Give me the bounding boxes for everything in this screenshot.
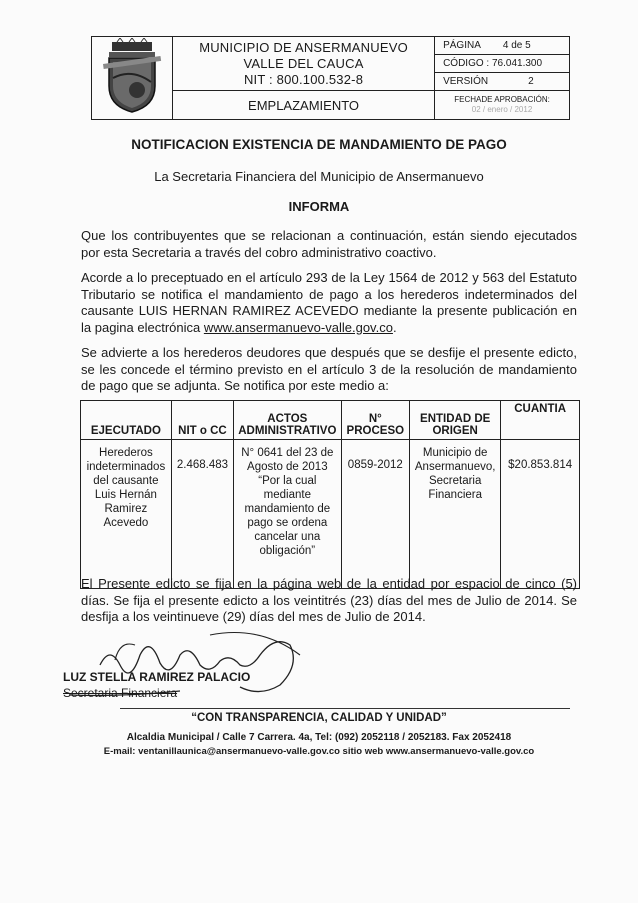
cell-actos: N° 0641 del 23 de Agosto de 2013 “Por la cual mediante mandamiento de pago se ordena cancelar una obligación” [234,440,341,589]
version-label: VERSIÓN [443,76,489,87]
municipal-seal [92,37,173,120]
approval-date-value: 02 / enero / 2012 [471,105,533,114]
col-header-cuantia: CUANTIA [501,401,580,440]
col-header-entidad: ENTIDAD DE ORIGEN [410,401,501,440]
table-row [81,440,580,589]
code-value: : 76.041.300 [486,58,543,69]
coat-of-arms-icon [97,38,167,114]
approval-date-cell [435,91,570,120]
version-value: 2 [528,76,534,87]
cell-proceso: 0859-2012 [341,440,410,589]
footer-contact: E-mail: ventanillaunica@ansermanuevo-valle.gov.co sitio web www.ansermanuevo-valle.gov.co [103,746,535,757]
page-number-cell [435,37,570,55]
code-label: CÓDIGO [443,58,484,69]
page-value: 4 de 5 [502,40,531,51]
footer-motto: “CON TRANSPARENCIA, CALIDAD Y UNIDAD” [191,712,447,724]
cell-ejecutado: Herederos indeterminados del causante Luis Hernán Ramirez Acevedo [81,440,172,589]
org-name: MUNICIPIO DE ANSERMANUEVO [199,39,408,55]
table-header-row [81,401,580,440]
version-cell [435,73,570,91]
paragraph-1: Que los contribuyentes que se relacionan a continuación, están siendo ejecutados por esta Secretaria a través del cobro administrativo coactivo. [81,228,577,260]
org-region: VALLE DEL CAUCA [243,55,364,71]
code-cell [435,55,570,73]
footer-divider [120,708,570,709]
section-title: EMPLAZAMIENTO [173,91,435,120]
col-header-proceso: N° PROCESO [341,401,410,440]
col-header-actos: ACTOS ADMINISTRATIVO [234,401,341,440]
paragraph-2 [81,270,577,336]
paragraph-4: El Presente edicto se fija en la página web de la entidad por espacio de cinco (5) días. Se fija el presente edicto a los veintitrés (23) días del mes de Julio de 2014. Se desfija a los veintinueve (29) días del mes de Julio de 2014. [81,576,577,624]
signer-name: LUZ STELLA RAMIREZ PALACIO [63,670,251,684]
signer-role: Secretaria Financiera [63,686,178,700]
paragraph-3: Se advierte a los herederos deudores que después que se desfije el presente edicto, se les concede el término previsto en el artículo 3 de la resolución de mandamiento de pago que se adjunta. Se notifica por este medio a: [81,345,577,393]
document-title: NOTIFICACION EXISTENCIA DE MANDAMIENTO DE PAGO [131,137,507,152]
document-header [91,36,570,120]
page-label: PÁGINA [443,40,481,51]
col-header-nit: NIT o CC [171,401,233,440]
informa-heading: INFORMA [288,199,350,214]
issuer-line: La Secretaria Financiera del Municipio de Ansermanuevo [154,169,484,184]
col-header-ejecutado: EJECUTADO [81,401,172,440]
approval-date-label: FECHADE APROBACIÓN: [454,95,550,104]
website-link[interactable]: www.ansermanuevo-valle.gov.co [203,319,393,335]
paragraph-2-text: Acorde a lo preceptuado en el artículo 293 de la Ley 1564 de 2012 y 563 del Estatuto Tributario se notifica el mandamiento de pago a los herederos indeterminados del causante LUIS HERNAN RAMIREZ ACEVEDO mediante la presente publicación en la pagina electrónica [81,270,577,335]
municipality-name [173,37,435,91]
paragraph-2-end: . [392,319,397,335]
footer-address: Alcaldia Municipal / Calle 7 Carrera. 4a, Tel: (092) 2052118 / 2052183. Fax 2052418 [126,732,512,743]
debtor-table [80,400,580,589]
cell-cuantia: $20.853.814 [501,440,580,589]
cell-entidad: Municipio de Ansermanuevo, Secretaria Financiera [410,440,501,589]
org-nit: NIT : 800.100.532-8 [243,71,364,87]
cell-nit: 2.468.483 [171,440,233,589]
